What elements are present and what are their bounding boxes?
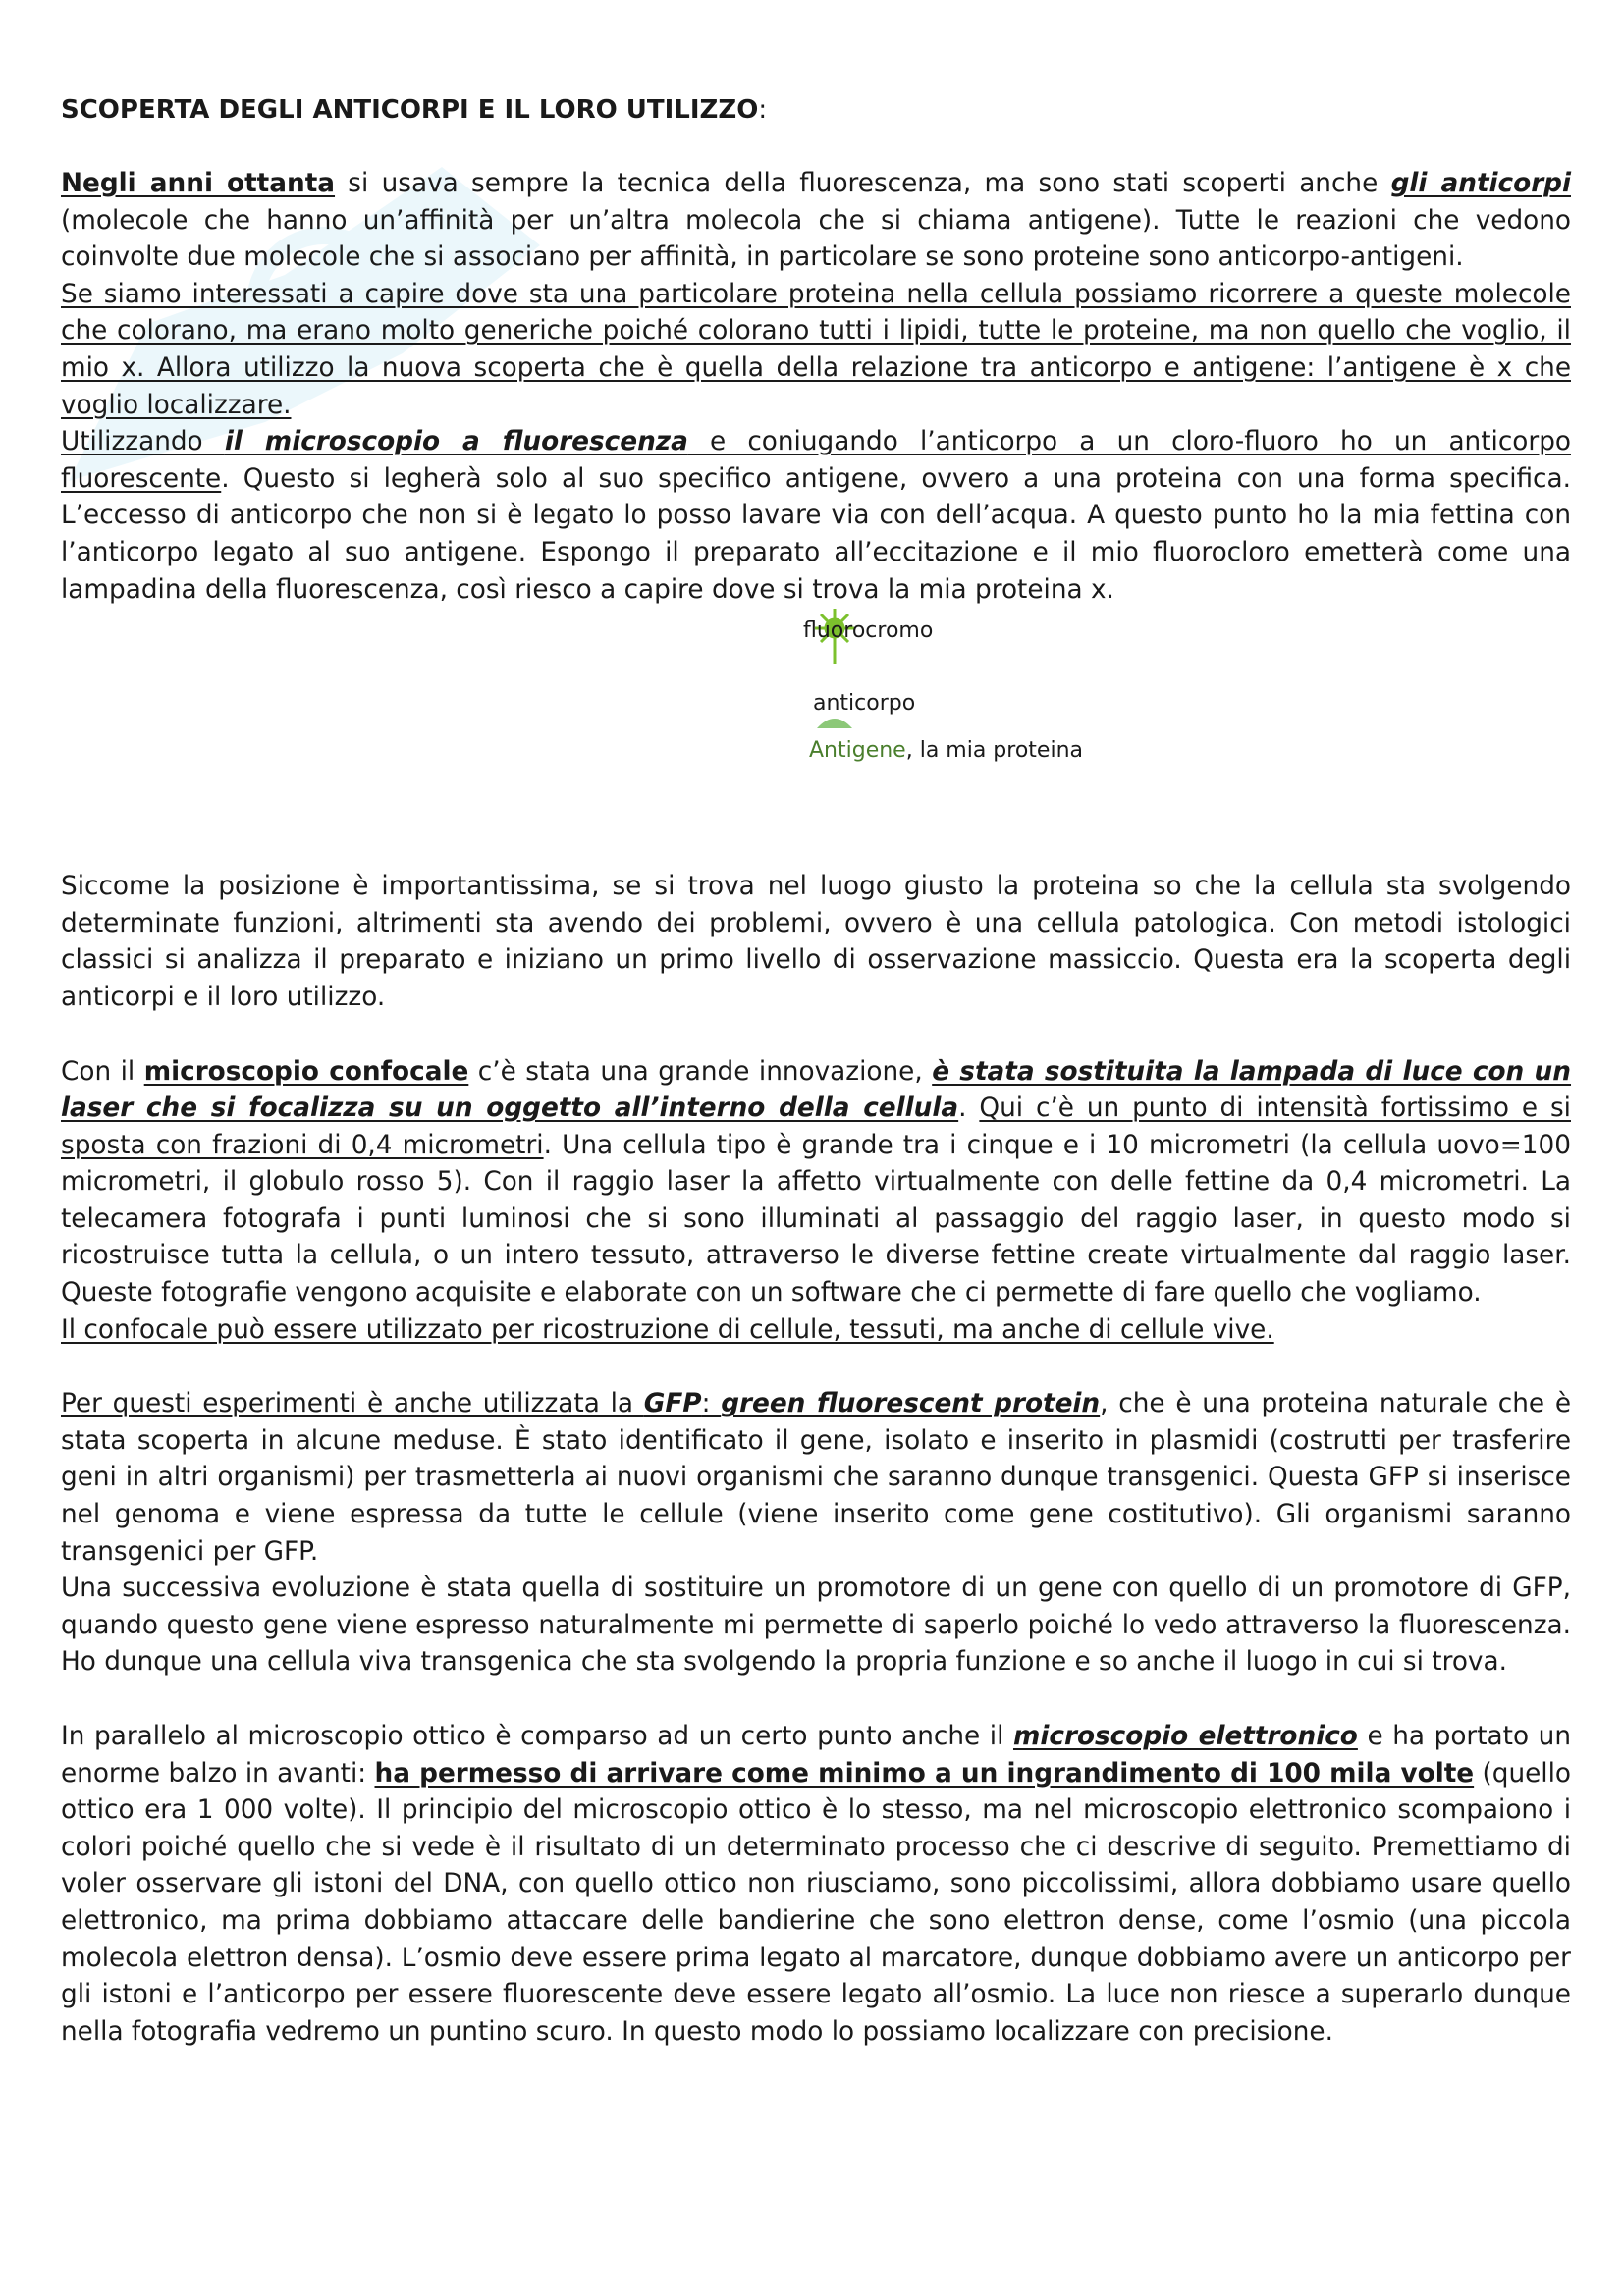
paragraph-electron-microscope: In parallelo al microscopio ottico è comparso ad un certo punto anche il microscopio elettronico e ha portato un enorme balzo in avanti: ha permesso di arrivare come minimo a un ingrandimento di 100 mila volte (quello ottico era 1 000 volte). Il principio del microscopio ottico è lo stesso, ma nel microscopio elettronico scompaiono i colori poiché quello che si vede è il risultato di un determinato processo che ci descrive di seguito. Premettiamo di voler osservare gli istoni del DNA, con quello ottico non riusciamo, sono piccolissimi, allora dobbiamo usare quello elettronico, ma prima dobbiamo attaccare delle bandierine che sono elettron dense, come l’osmio (una piccola molecola elettron densa). L’osmio deve essere prima legato al marcatore, dunque dobbiamo avere un anticorpo per gli istoni e l’anticorpo per essere fluorescente deve essere legato all’osmio. La luce non riesce a superarlo dunque nella fotografia vedremo un puntino scuro. In questo modo lo possiamo localizzare con precisione. [61, 1722, 1571, 2047]
paragraph-confocal: Con il microscopio confocale c’è stata una grande innovazione, è stata sostituita la lampada di luce con un laser che si focalizza su un oggetto all’interno della cellula. Qui c’è un punto di intensità fortissimo e si sposta con frazioni di 0,4 micrometri. Una cellula tipo è grande tra i cinque e i 10 micrometri (la cellula uovo=100 micrometri, il globulo rosso 5). Con il raggio laser la affetto virtualmente con delle fettine da 0,4 micrometri. La telecamera fotografa i punti luminosi che si sono illuminati al passaggio del raggio laser, in questo modo si ricostruisce tutta la cellula, o un intero tessuto, attraverso le diverse fettine create virtualmente dal raggio laser. Queste fotografie vengono acquisite e elaborate con un software che ci permette di fare quello che vogliamo. Il confocale può essere utilizzato per ricostruzione di cellule, tessuti, ma anche di cellule vive. [61, 1056, 1572, 1345]
page-title: SCOPERTA DEGLI ANTICORPI E IL LORO UTILIZZO: [61, 95, 768, 125]
paragraph-position: Siccome la posizione è importantissima, se si trova nel luogo giusto la proteina so che la cellula sta svolgendo determinate funzioni, altrimenti sta avendo dei problemi, ovvero è una cellula patologica. Con metodi istologici classici si analizza il preparato e iniziano un primo livello di osservazione massiccio. Questa era la scoperta degli anticorpi e il loro utilizzo. [61, 872, 1571, 1012]
label-fluorocromo: fluorocromo [803, 618, 934, 644]
antibody-figure [61, 609, 1571, 795]
paragraph-antibodies: Negli anni ottanta si usava sempre la tecnica della fluorescenza, ma sono stati scoperti anche gli anticorpi (molecole che hanno un’affinità per un’altra molecola che si chiama antigene). Tutte le reazioni che vedono coinvolte due molecole che si associano per affinità, in particolare se sono proteine sono anticorpo-antigeni. Se siamo interessati a capire dove sta una particolare proteina nella cellula possiamo ricorrere a queste molecole che colorano, ma erano molto generiche poiché colorano tutti i lipidi, tutte le proteine, ma non quello che voglio, il mio x. Allora utilizzo la nuova scoperta che è quella della relazione tra anticorpo e antigene: l’antigene è x che voglio localizzare. Utilizzando il microscopio a fluorescenza e coniugando l’anticorpo a un cloro-fluoro ho un anticorpo fluorescente. Questo si legherà solo al suo specifico antigene, ovvero a una proteina con una forma specifica. L’eccesso di anticorpo che non si è legato lo posso lavare via con dell’acqua. A questo punto ho la mia fettina con l’anticorpo legato al suo antigene. Espongo il preparato all’eccitazione e il mio fluorocloro emetterà come una lampadina della fluorescenza, così riesco a capire dove si trova la mia proteina x. [61, 169, 1571, 605]
antibody-icon [817, 719, 852, 728]
label-antigene: Antigene, la mia proteina [809, 738, 1083, 764]
paragraph-gfp: Per questi esperimenti è anche utilizzata la GFP: green fluorescent protein, che è una proteina naturale che è stata scoperta in alcune meduse. È stato identificato il gene, isolato e inserito in plasmidi (costrutti per trasferire geni in altri organismi) per trasmetterla ai nuovi organismi che saranno dunque transgenici. Questa GFP si inserisce nel genoma e viene espressa da tutte le cellule (viene inserito come gene costitutivo). Gli organismi saranno transgenici per GFP. Una successiva evoluzione è stata quella di sostituire un promotore di un gene con quello di un promotore di GFP, quando questo gene viene espresso naturalmente mi permette di saperlo poiché lo vedo attraverso la fluorescenza. Ho dunque una cellula viva transgenica che sta svolgendo la propria funzione e so anche il luogo in cui si trova. [61, 1389, 1571, 1678]
document-page [61, 92, 1571, 2051]
label-anticorpo: anticorpo [813, 691, 916, 717]
